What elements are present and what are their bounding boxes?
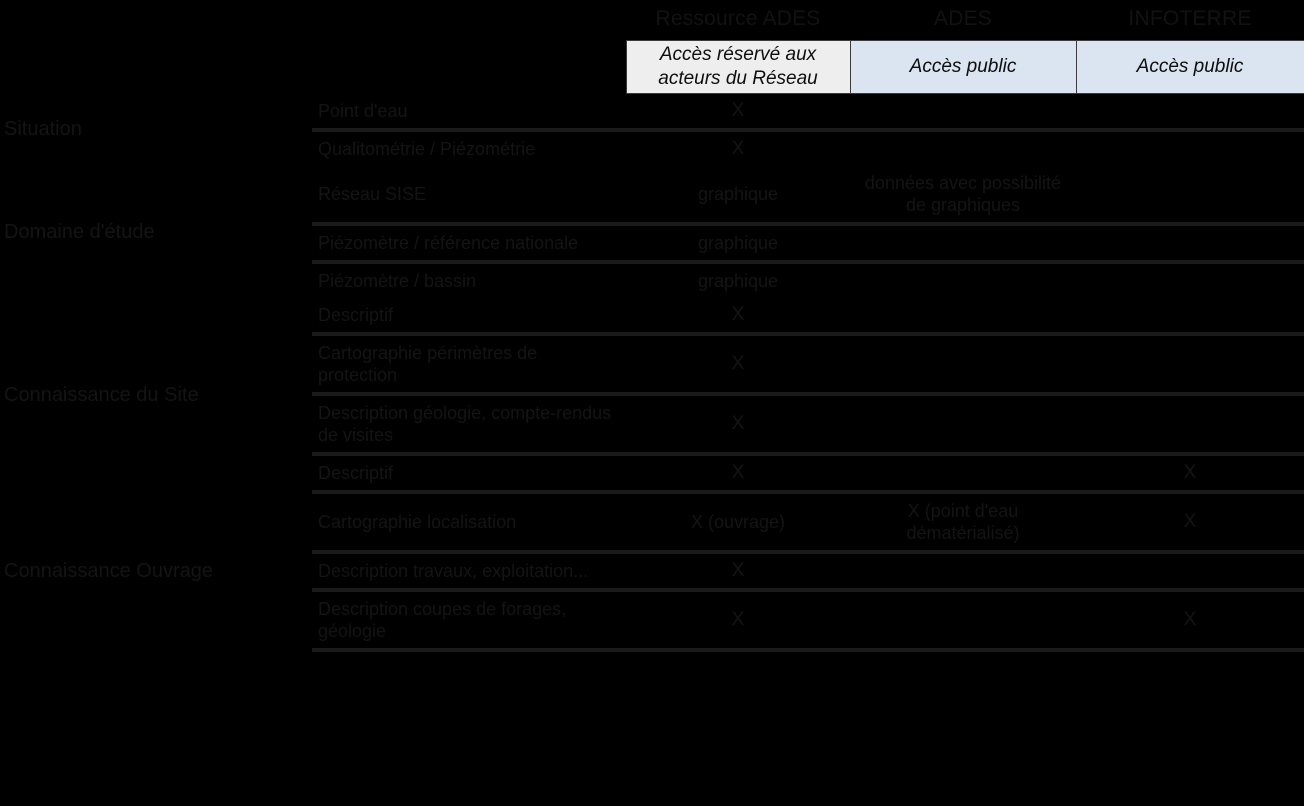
cell-description-geologie-ades xyxy=(850,394,1076,454)
cell-description-geologie-infoterre xyxy=(1076,394,1304,454)
row-label-qualitometrie-piezometrie: Qualitométrie / Piézométrie xyxy=(312,130,626,166)
cell-cartographie-perimetres-ades xyxy=(850,334,1076,394)
row-label-descriptif-site: Descriptif xyxy=(318,305,394,325)
row-label-reseau-sise: Réseau SISE xyxy=(318,184,427,204)
cell-point-deau-infoterre xyxy=(1076,94,1304,131)
table-body xyxy=(0,94,1304,651)
cell-description-coupes-ades xyxy=(850,590,1076,650)
column-title-infoterre: INFOTERRE xyxy=(1128,7,1252,30)
cell-piezometre-bassin-ades xyxy=(850,262,1076,298)
table-row xyxy=(0,492,1304,552)
cell-cartographie-localisation-ressource-ades: X (ouvrage) xyxy=(626,492,850,552)
column-title-ades: ADES xyxy=(934,7,992,30)
cell-reseau-sise-ressource-ades: graphique xyxy=(697,184,779,204)
cell-descriptif-site-ressource-ades: X xyxy=(731,304,745,325)
header-corner-blank-2 xyxy=(312,0,626,41)
cell-point-deau-ressource-ades: X xyxy=(731,100,745,121)
cell-cartographie-localisation-infoterre: X xyxy=(1076,492,1304,552)
cell-description-coupes-ressource-ades: X xyxy=(626,590,850,650)
row-label-cartographie-localisation: Cartographie localisation xyxy=(312,492,626,552)
row-label-point-deau: Point d'eau xyxy=(318,100,408,121)
cell-reseau-sise-ades: données avec possibilité de graphiques xyxy=(864,173,1062,215)
table-row xyxy=(0,94,1304,131)
row-label-descriptif-ouvrage: Descriptif xyxy=(312,454,626,492)
cell-description-geologie-ressource-ades: X xyxy=(626,394,850,454)
cell-cartographie-perimetres-infoterre xyxy=(1076,334,1304,394)
cell-cartographie-localisation-ades: X (point d'eau dématérialisé) xyxy=(850,492,1076,552)
cell-qualitometrie-ressource-ades: X xyxy=(626,130,850,166)
cell-piezometre-bassin-ressource-ades: graphique xyxy=(626,262,850,298)
row-label-description-coupes-forages: Description coupes de forages, géologie xyxy=(312,590,626,650)
category-label-situation: Situation xyxy=(4,118,82,141)
header-title-row xyxy=(0,0,1304,41)
row-label-description-travaux: Description travaux, exploitation... xyxy=(312,552,626,590)
cell-descriptif-ouvrage-infoterre: X xyxy=(1076,454,1304,492)
access-cell-ades: Accès public xyxy=(850,41,1076,94)
category-label-connaissance-du-site: Connaissance du Site xyxy=(4,383,199,406)
header-access-blank xyxy=(0,41,312,94)
access-cell-infoterre: Accès public xyxy=(1076,41,1304,94)
column-title-ressource-ades: Ressource ADES xyxy=(655,7,821,30)
row-label-piezometre-reference-nationale: Piézomètre / référence nationale xyxy=(312,224,626,262)
cell-piezometre-ref-infoterre xyxy=(1076,224,1304,262)
cell-descriptif-ouvrage-ressource-ades: X xyxy=(626,454,850,492)
cell-descriptif-site-infoterre xyxy=(1076,298,1304,334)
cell-qualitometrie-ades xyxy=(850,130,1076,166)
cell-cartographie-perimetres-ressource-ades: X xyxy=(626,334,850,394)
row-label-piezometre-bassin: Piézomètre / bassin xyxy=(312,262,626,298)
cell-description-coupes-infoterre: X xyxy=(1076,590,1304,650)
cell-descriptif-ouvrage-ades xyxy=(850,454,1076,492)
category-label-connaissance-ouvrage: Connaissance Ouvrage xyxy=(4,559,214,582)
cell-description-travaux-ades xyxy=(850,552,1076,590)
cell-description-travaux-ressource-ades: X xyxy=(626,552,850,590)
table-row xyxy=(0,166,1304,224)
header-corner-blank xyxy=(0,0,312,41)
row-label-cartographie-perimetres: Cartographie périmètres de protection xyxy=(312,334,626,394)
cell-descriptif-site-ades xyxy=(850,298,1076,334)
table-head xyxy=(0,0,1304,94)
table-row xyxy=(0,298,1304,334)
cell-piezometre-ref-ades xyxy=(850,224,1076,262)
header-access-blank-2 xyxy=(312,41,626,94)
cell-piezometre-bassin-infoterre xyxy=(1076,262,1304,298)
cell-qualitometrie-infoterre xyxy=(1076,130,1304,166)
access-cell-ressource-ades: Accès réservé aux acteurs du Réseau xyxy=(626,41,850,94)
row-label-description-geologie-visites: Description géologie, compte-rendus de visites xyxy=(312,394,626,454)
cell-piezometre-ref-ressource-ades: graphique xyxy=(626,224,850,262)
category-label-domaine-detude: Domaine d'étude xyxy=(4,220,155,243)
cell-point-deau-ades xyxy=(850,94,1076,131)
cell-reseau-sise-infoterre xyxy=(1076,166,1304,224)
cell-description-travaux-infoterre xyxy=(1076,552,1304,590)
header-access-row xyxy=(0,41,1304,94)
